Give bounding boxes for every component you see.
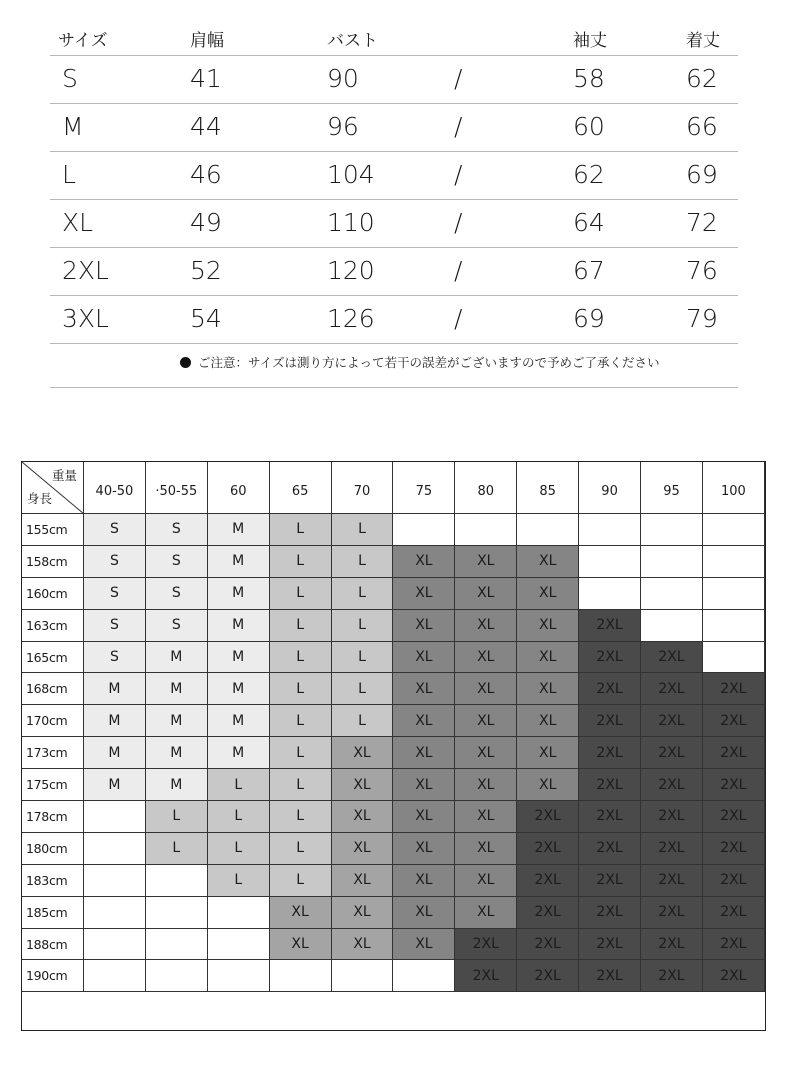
size-cell: L bbox=[208, 769, 270, 801]
height-label: 身長 bbox=[27, 491, 53, 506]
size-cell: XL bbox=[393, 705, 455, 737]
size-cell: 2XL bbox=[703, 673, 765, 705]
size-row bbox=[50, 248, 738, 296]
size-cell: 2XL bbox=[579, 673, 641, 705]
height-row-label: 180cm bbox=[22, 833, 84, 865]
size-row bbox=[50, 152, 738, 200]
size-cell: XL bbox=[393, 737, 455, 769]
header-bust: バスト bbox=[327, 31, 378, 51]
size-cell bbox=[703, 642, 765, 674]
weight-column-header: 100 bbox=[703, 462, 765, 514]
bullet-icon bbox=[180, 357, 191, 368]
weight-column-header: 95 bbox=[641, 462, 703, 514]
size-cell: M bbox=[84, 737, 146, 769]
size-row bbox=[50, 56, 738, 104]
sleeve-value: 60 bbox=[573, 112, 605, 141]
size-cell bbox=[703, 610, 765, 642]
weight-column-header: 75 bbox=[393, 462, 455, 514]
size-cell bbox=[455, 514, 517, 546]
size-cell: 2XL bbox=[641, 833, 703, 865]
size-cell: 2XL bbox=[641, 769, 703, 801]
sleeve-value: 67 bbox=[573, 256, 605, 285]
size-cell: 2XL bbox=[579, 737, 641, 769]
size-cell: XL bbox=[455, 642, 517, 674]
size-cell: M bbox=[208, 705, 270, 737]
size-cell: 2XL bbox=[517, 801, 579, 833]
size-cell: XL bbox=[455, 737, 517, 769]
height-row-label: 158cm bbox=[22, 546, 84, 578]
size-cell: XL bbox=[332, 769, 394, 801]
size-cell bbox=[703, 578, 765, 610]
size-cell bbox=[641, 578, 703, 610]
size-row bbox=[50, 200, 738, 248]
size-cell: 2XL bbox=[703, 737, 765, 769]
size-cell: XL bbox=[517, 578, 579, 610]
size-cell: XL bbox=[332, 737, 394, 769]
weight-column-header: 60 bbox=[208, 462, 270, 514]
size-cell: XL bbox=[393, 865, 455, 897]
size-cell: L bbox=[270, 578, 332, 610]
shoulder-value: 49 bbox=[190, 208, 222, 237]
size-cell: L bbox=[332, 705, 394, 737]
shoulder-value: 44 bbox=[190, 112, 222, 141]
size-cell: XL bbox=[332, 801, 394, 833]
size-cell bbox=[146, 897, 208, 929]
size-cell: XL bbox=[270, 929, 332, 961]
size-cell bbox=[703, 514, 765, 546]
size-cell: XL bbox=[393, 610, 455, 642]
size-cell bbox=[579, 514, 641, 546]
size-cell: XL bbox=[332, 865, 394, 897]
shoulder-value: 54 bbox=[190, 304, 222, 333]
size-cell bbox=[146, 929, 208, 961]
sleeve-value: 69 bbox=[573, 304, 605, 333]
size-cell: 2XL bbox=[703, 929, 765, 961]
size-cell: 2XL bbox=[703, 897, 765, 929]
size-label: L bbox=[62, 160, 76, 189]
size-cell: L bbox=[146, 833, 208, 865]
size-cell: 2XL bbox=[455, 960, 517, 992]
size-label: 3XL bbox=[62, 304, 109, 333]
size-cell: XL bbox=[332, 833, 394, 865]
size-cell: M bbox=[84, 705, 146, 737]
size-cell: L bbox=[270, 737, 332, 769]
size-cell: XL bbox=[517, 769, 579, 801]
size-cell: M bbox=[208, 737, 270, 769]
size-cell: 2XL bbox=[703, 801, 765, 833]
sleeve-value: 58 bbox=[573, 64, 605, 93]
size-cell bbox=[579, 578, 641, 610]
bust-value: 126 bbox=[327, 304, 375, 333]
size-cell: 2XL bbox=[455, 929, 517, 961]
slash-separator: / bbox=[454, 160, 463, 189]
height-row-label: 175cm bbox=[22, 769, 84, 801]
size-cell: XL bbox=[270, 897, 332, 929]
size-cell: M bbox=[146, 673, 208, 705]
size-cell: 2XL bbox=[517, 960, 579, 992]
size-cell: S bbox=[146, 610, 208, 642]
size-cell: 2XL bbox=[579, 833, 641, 865]
height-row-label: 163cm bbox=[22, 610, 84, 642]
size-cell: S bbox=[146, 578, 208, 610]
size-cell bbox=[517, 514, 579, 546]
height-row-label: 168cm bbox=[22, 673, 84, 705]
size-cell: XL bbox=[517, 673, 579, 705]
size-cell: 2XL bbox=[517, 929, 579, 961]
slash-separator: / bbox=[454, 256, 463, 285]
size-grid bbox=[22, 462, 765, 992]
size-cell: 2XL bbox=[517, 897, 579, 929]
size-cell bbox=[84, 801, 146, 833]
size-cell: 2XL bbox=[641, 960, 703, 992]
size-cell: M bbox=[208, 546, 270, 578]
size-cell: M bbox=[208, 578, 270, 610]
size-cell bbox=[579, 546, 641, 578]
size-cell: 2XL bbox=[579, 769, 641, 801]
size-cell: S bbox=[84, 514, 146, 546]
bust-value: 110 bbox=[327, 208, 375, 237]
corner-header bbox=[22, 462, 84, 514]
size-cell: 2XL bbox=[641, 673, 703, 705]
size-cell: XL bbox=[455, 801, 517, 833]
height-row-label: 155cm bbox=[22, 514, 84, 546]
size-cell: L bbox=[270, 673, 332, 705]
size-cell: 2XL bbox=[703, 833, 765, 865]
slash-separator: / bbox=[454, 112, 463, 141]
size-cell bbox=[84, 897, 146, 929]
size-cell: XL bbox=[455, 578, 517, 610]
size-cell: 2XL bbox=[703, 769, 765, 801]
size-cell: 2XL bbox=[517, 865, 579, 897]
size-cell: 2XL bbox=[579, 865, 641, 897]
size-cell: L bbox=[208, 865, 270, 897]
header-shoulder: 肩幅 bbox=[190, 31, 224, 51]
bust-value: 104 bbox=[327, 160, 375, 189]
size-cell: XL bbox=[393, 578, 455, 610]
size-table-header bbox=[50, 22, 738, 56]
size-cell: 2XL bbox=[641, 642, 703, 674]
size-cell: M bbox=[146, 642, 208, 674]
size-label: XL bbox=[62, 208, 94, 237]
size-cell: XL bbox=[393, 642, 455, 674]
size-cell: 2XL bbox=[579, 897, 641, 929]
size-cell: XL bbox=[517, 642, 579, 674]
weight-column-header: 65 bbox=[270, 462, 332, 514]
size-cell bbox=[208, 960, 270, 992]
size-cell: 2XL bbox=[641, 801, 703, 833]
header-sleeve: 袖丈 bbox=[573, 31, 607, 51]
size-cell: L bbox=[208, 833, 270, 865]
shoulder-value: 46 bbox=[190, 160, 222, 189]
size-cell bbox=[641, 546, 703, 578]
size-cell: XL bbox=[517, 610, 579, 642]
size-table bbox=[50, 22, 738, 344]
size-cell: XL bbox=[393, 546, 455, 578]
height-row-label: 173cm bbox=[22, 737, 84, 769]
weight-column-header: 85 bbox=[517, 462, 579, 514]
size-cell: 2XL bbox=[517, 833, 579, 865]
size-cell: 2XL bbox=[703, 705, 765, 737]
size-cell: L bbox=[332, 673, 394, 705]
size-cell bbox=[84, 929, 146, 961]
size-cell: XL bbox=[517, 737, 579, 769]
size-cell: L bbox=[270, 801, 332, 833]
length-value: 72 bbox=[686, 208, 718, 237]
bust-value: 90 bbox=[327, 64, 359, 93]
size-cell bbox=[208, 929, 270, 961]
size-cell: S bbox=[146, 546, 208, 578]
size-cell bbox=[84, 960, 146, 992]
size-cell: XL bbox=[393, 929, 455, 961]
height-row-label: 185cm bbox=[22, 897, 84, 929]
size-cell: 2XL bbox=[579, 960, 641, 992]
size-cell bbox=[393, 960, 455, 992]
size-cell bbox=[641, 610, 703, 642]
size-cell: XL bbox=[455, 610, 517, 642]
weight-column-header: 70 bbox=[332, 462, 394, 514]
size-cell: M bbox=[208, 610, 270, 642]
size-cell: XL bbox=[455, 833, 517, 865]
height-row-label: 190cm bbox=[22, 960, 84, 992]
size-cell: XL bbox=[517, 546, 579, 578]
size-label: 2XL bbox=[62, 256, 109, 285]
size-label: M bbox=[62, 112, 84, 141]
size-cell: L bbox=[270, 705, 332, 737]
size-cell: 2XL bbox=[641, 737, 703, 769]
size-cell: L bbox=[332, 642, 394, 674]
size-cell: M bbox=[208, 673, 270, 705]
sleeve-value: 64 bbox=[573, 208, 605, 237]
size-cell: 2XL bbox=[641, 897, 703, 929]
length-value: 69 bbox=[686, 160, 718, 189]
size-cell: L bbox=[270, 865, 332, 897]
size-label: S bbox=[62, 64, 78, 93]
sleeve-value: 62 bbox=[573, 160, 605, 189]
length-value: 76 bbox=[686, 256, 718, 285]
size-cell: S bbox=[84, 546, 146, 578]
size-cell: 2XL bbox=[579, 610, 641, 642]
size-cell: 2XL bbox=[579, 705, 641, 737]
size-cell bbox=[84, 833, 146, 865]
size-cell bbox=[208, 897, 270, 929]
header-length: 着丈 bbox=[686, 31, 720, 51]
size-cell: L bbox=[332, 610, 394, 642]
size-cell: XL bbox=[393, 833, 455, 865]
height-row-label: 183cm bbox=[22, 865, 84, 897]
size-row bbox=[50, 104, 738, 152]
size-cell: L bbox=[332, 514, 394, 546]
height-row-label: 170cm bbox=[22, 705, 84, 737]
size-cell: 2XL bbox=[703, 865, 765, 897]
size-cell: XL bbox=[455, 897, 517, 929]
slash-separator: / bbox=[454, 304, 463, 333]
height-row-label: 160cm bbox=[22, 578, 84, 610]
size-cell: XL bbox=[455, 769, 517, 801]
length-value: 66 bbox=[686, 112, 718, 141]
size-cell bbox=[332, 960, 394, 992]
size-cell: L bbox=[270, 769, 332, 801]
header-size: サイズ bbox=[58, 31, 108, 51]
size-cell: 2XL bbox=[703, 960, 765, 992]
size-cell: 2XL bbox=[641, 929, 703, 961]
size-cell: XL bbox=[517, 705, 579, 737]
size-cell: S bbox=[146, 514, 208, 546]
size-cell: XL bbox=[393, 801, 455, 833]
size-cell: 2XL bbox=[579, 801, 641, 833]
size-cell bbox=[146, 960, 208, 992]
shoulder-value: 52 bbox=[190, 256, 222, 285]
shoulder-value: 41 bbox=[190, 64, 222, 93]
size-recommendation-chart bbox=[21, 461, 766, 1031]
size-cell: M bbox=[146, 737, 208, 769]
height-row-label: 188cm bbox=[22, 929, 84, 961]
weight-column-header: 90 bbox=[579, 462, 641, 514]
size-cell: M bbox=[146, 769, 208, 801]
height-row-label: 178cm bbox=[22, 801, 84, 833]
bust-value: 120 bbox=[327, 256, 375, 285]
size-cell: 2XL bbox=[579, 929, 641, 961]
size-cell: L bbox=[332, 578, 394, 610]
weight-column-header: ·50-55 bbox=[146, 462, 208, 514]
size-cell: L bbox=[270, 514, 332, 546]
bust-value: 96 bbox=[327, 112, 359, 141]
size-cell bbox=[146, 865, 208, 897]
size-cell: L bbox=[270, 833, 332, 865]
weight-label: 重量 bbox=[51, 468, 77, 483]
slash-separator: / bbox=[454, 64, 463, 93]
size-cell: M bbox=[208, 514, 270, 546]
note-row bbox=[50, 331, 738, 388]
weight-column-header: 80 bbox=[455, 462, 517, 514]
size-cell: XL bbox=[455, 705, 517, 737]
slash-separator: / bbox=[454, 208, 463, 237]
size-cell: XL bbox=[393, 897, 455, 929]
size-cell bbox=[641, 514, 703, 546]
size-cell: XL bbox=[455, 865, 517, 897]
size-cell: L bbox=[270, 546, 332, 578]
length-value: 79 bbox=[686, 304, 718, 333]
size-cell bbox=[703, 546, 765, 578]
size-cell: XL bbox=[393, 769, 455, 801]
size-cell: L bbox=[146, 801, 208, 833]
size-cell: L bbox=[332, 546, 394, 578]
size-cell: L bbox=[270, 610, 332, 642]
size-cell bbox=[84, 865, 146, 897]
size-cell: L bbox=[270, 642, 332, 674]
size-cell: S bbox=[84, 578, 146, 610]
length-value: 62 bbox=[686, 64, 718, 93]
size-cell: XL bbox=[332, 897, 394, 929]
size-cell: 2XL bbox=[641, 865, 703, 897]
size-cell: 2XL bbox=[579, 642, 641, 674]
size-cell: S bbox=[84, 642, 146, 674]
size-cell: 2XL bbox=[641, 705, 703, 737]
size-cell: XL bbox=[455, 546, 517, 578]
size-cell: XL bbox=[332, 929, 394, 961]
size-cell bbox=[270, 960, 332, 992]
size-cell: S bbox=[84, 610, 146, 642]
size-cell: M bbox=[84, 769, 146, 801]
size-note: ご注意：サイズは測り方によって若干の誤差がございますので予めご了承ください bbox=[198, 355, 660, 370]
chart-footer bbox=[22, 993, 765, 1030]
size-cell: M bbox=[208, 642, 270, 674]
size-cell: XL bbox=[455, 673, 517, 705]
size-cell bbox=[393, 514, 455, 546]
size-cell: M bbox=[146, 705, 208, 737]
size-cell: XL bbox=[393, 673, 455, 705]
height-row-label: 165cm bbox=[22, 642, 84, 674]
size-cell: M bbox=[84, 673, 146, 705]
weight-column-header: 40-50 bbox=[84, 462, 146, 514]
size-cell: L bbox=[208, 801, 270, 833]
